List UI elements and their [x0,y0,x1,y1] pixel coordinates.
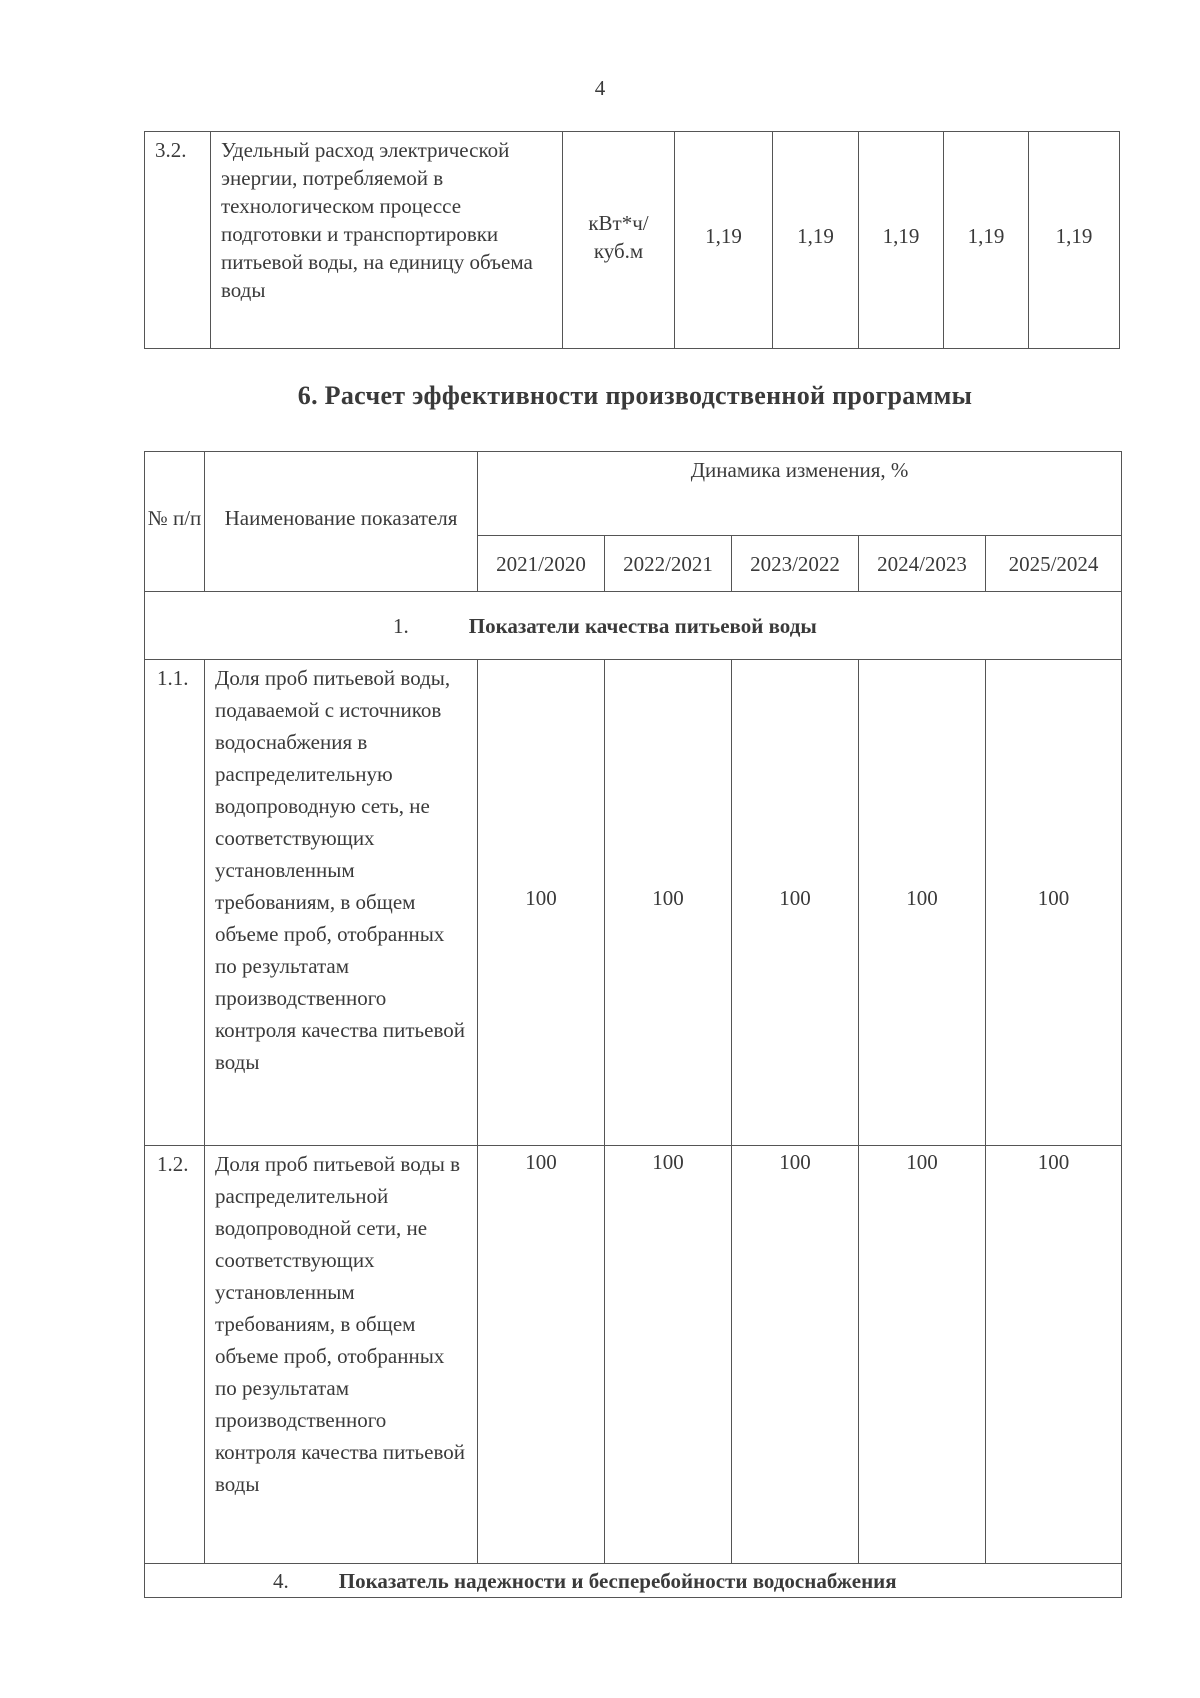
row-name: Удельный расход электрической энергии, потребляемой в технологическом процессе подготовки и транспортировки питьевой воды, на единицу объема воды [211,132,563,349]
row-number: 1.1. [145,660,205,1146]
row-value: 100 [478,660,605,1146]
header-year: 2021/2020 [478,536,605,592]
row-value: 100 [605,660,732,1146]
indicator-table-continuation [144,131,1120,349]
row-value: 100 [859,660,986,1146]
section-title: 6. Расчет эффективности производственной программы [297,381,973,410]
row-value: 1,19 [773,132,859,349]
table-row [145,132,1120,349]
row-value: 100 [605,1146,732,1564]
row-value: 100 [732,660,859,1146]
row-name: Доля проб питьевой воды, подаваемой с источников водоснабжения в распределительную водопроводную сеть, не соответствующих установленным требованиям, в общем объеме проб, отобранных по результатам производственного контроля качества питьевой воды [205,660,478,1146]
header-name: Наименование показателя [205,452,478,592]
header-number: № п/п [145,452,205,592]
row-name: Доля проб питьевой воды в распределительной водопроводной сети, не соответствующих установленным требованиям, в общем объеме проб, отобранных по результатам производственного контроля качества питьевой воды [205,1146,478,1564]
table-header-row [145,452,1122,536]
group-number: 4. [273,1568,289,1593]
group-number: 1. [393,613,409,638]
efficiency-table [144,451,1122,1598]
row-value: 100 [986,1146,1122,1564]
group-title: Показатели качества питьевой воды [468,613,817,638]
table-row [145,660,1122,1146]
row-unit: кВт*ч/ куб.м [563,132,675,349]
row-value: 100 [478,1146,605,1564]
header-year: 2022/2021 [605,536,732,592]
group-row [145,592,1122,660]
row-value: 1,19 [675,132,773,349]
row-number: 3.2. [145,132,211,349]
header-year: 2024/2023 [859,536,986,592]
header-dynamics: Динамика изменения, % [478,452,1122,536]
row-number: 1.2. [145,1146,205,1564]
row-value: 100 [859,1146,986,1564]
group-row [145,1564,1122,1598]
row-value: 100 [732,1146,859,1564]
header-year: 2025/2024 [986,536,1122,592]
table-row [145,1146,1122,1564]
header-year: 2023/2022 [732,536,859,592]
row-value: 1,19 [1029,132,1120,349]
row-value: 1,19 [859,132,944,349]
page-number: 4 [594,76,606,100]
row-value: 1,19 [944,132,1029,349]
group-title: Показатель надежности и бесперебойности водоснабжения [338,1568,897,1593]
row-value: 100 [986,660,1122,1146]
